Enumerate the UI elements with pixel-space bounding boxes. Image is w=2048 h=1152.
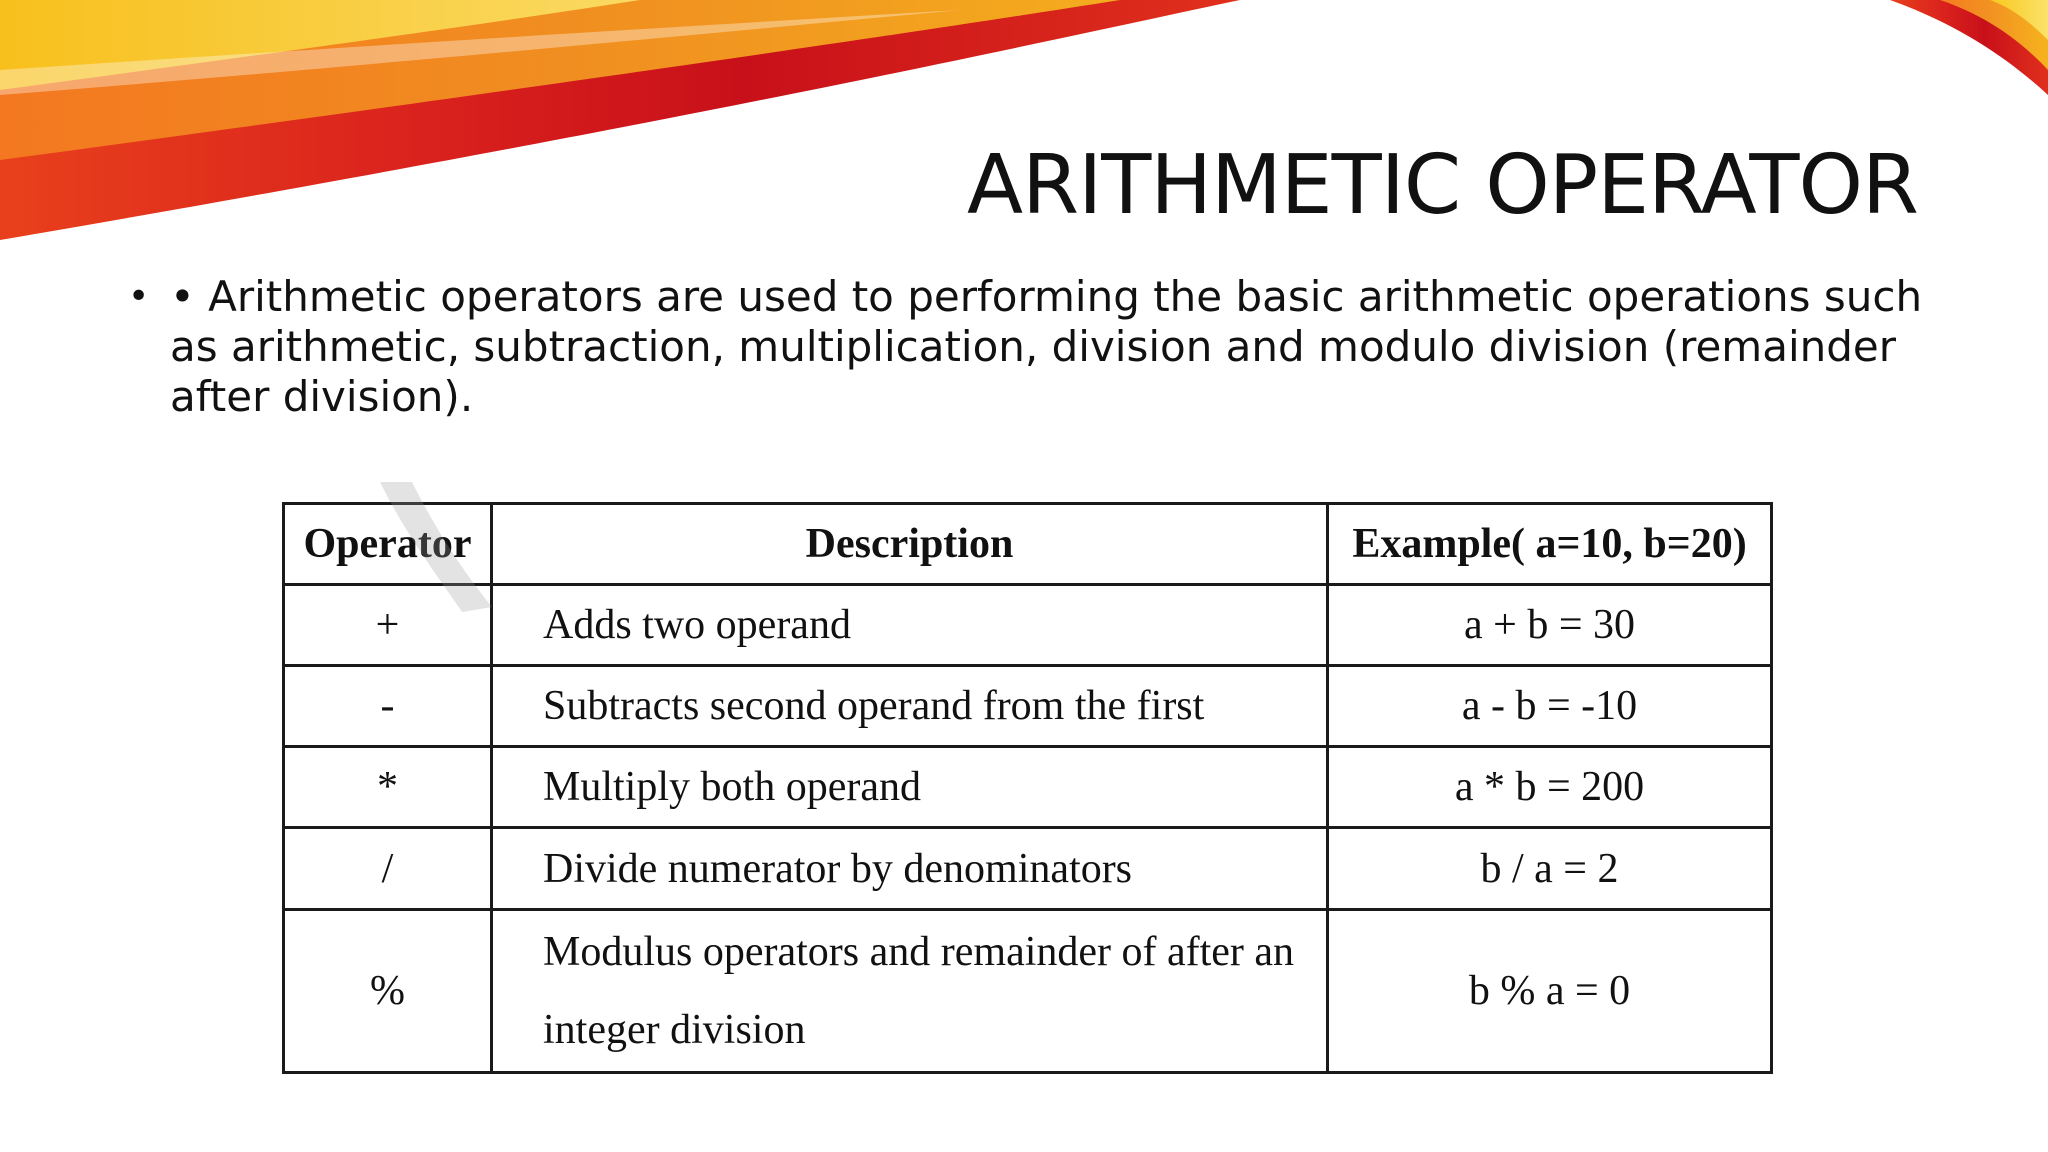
table-row [284,747,1772,828]
example-cell: a + b = 30 [1328,585,1772,666]
example-cell: a - b = -10 [1328,666,1772,747]
operator-cell: + [284,585,492,666]
operator-cell: * [284,747,492,828]
description-cell: Subtracts second operand from the first [492,666,1328,747]
bullet-point [128,272,1928,422]
operator-table-container [282,502,1770,1074]
header-description: Description [492,504,1328,585]
table-row [284,828,1772,909]
example-cell: b % a = 0 [1328,909,1772,1072]
example-cell: a * b = 200 [1328,747,1772,828]
description-cell: Adds two operand [492,585,1328,666]
bullet-text: • Arithmetic operators are used to performing the basic arithmetic operations such as arithmetic, subtraction, multiplication, division and modulo division (remainder after division). [170,272,1923,421]
example-cell: b / a = 2 [1328,828,1772,909]
bullet-mark: • [128,276,150,317]
operator-table [282,502,1773,1074]
operator-cell: / [284,828,492,909]
slide-title: ARITHMETIC OPERATOR [967,138,1918,233]
table-row [284,585,1772,666]
table-header-row [284,504,1772,585]
operator-cell: - [284,666,492,747]
table-row [284,909,1772,1072]
description-cell: Multiply both operand [492,747,1328,828]
operator-cell: % [284,909,492,1072]
description-cell: Modulus operators and remainder of after an integer division [492,909,1328,1072]
header-example: Example( a=10, b=20) [1328,504,1772,585]
description-cell: Divide numerator by denominators [492,828,1328,909]
table-row [284,666,1772,747]
header-operator: Operator [284,504,492,585]
